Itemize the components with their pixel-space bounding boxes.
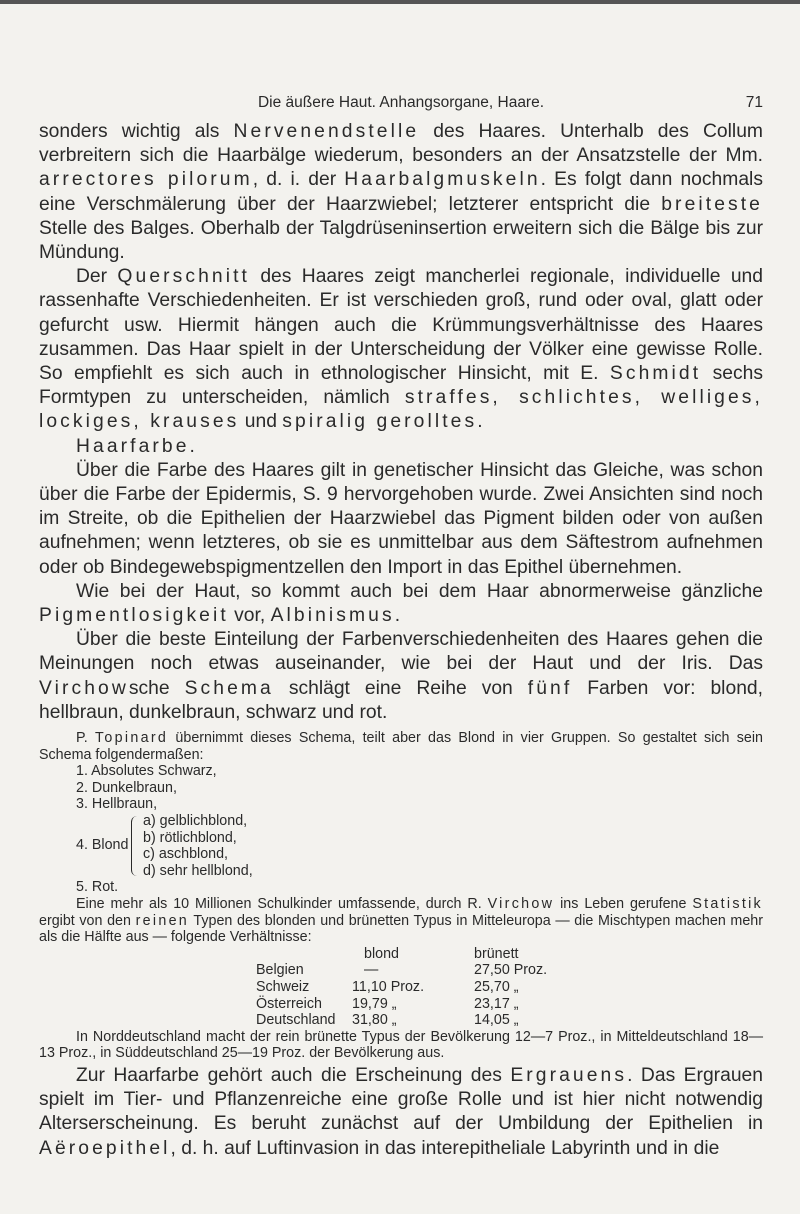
spaced-text: Virchow: [487, 896, 555, 913]
paragraph-small: [39, 896, 763, 946]
list-item: 4. Blond: [76, 837, 129, 854]
text-run: sonders wichtig als: [39, 121, 234, 142]
spaced-text: Virchow: [39, 677, 129, 699]
paragraph-small: [39, 730, 763, 763]
blond-cell: 31,80 „: [352, 1012, 397, 1029]
column-header-blond: blond: [364, 945, 399, 962]
spaced-text: Schema: [184, 677, 274, 699]
spaced-text: Nervenendstelle: [233, 121, 420, 142]
blond-cell: —: [364, 962, 379, 979]
text-run: Typen des blonden und brünetten Typus in Mitteleuropa — die Mischtypen machen mehr als die Hälfte aus — folgende Verhältnisse:: [39, 912, 763, 946]
spaced-text: Pigmentlosigkeit: [39, 605, 229, 627]
text-run: Stelle des Balges. Oberhalb der Talgdrüseninsertion erweitern sich die Bälge bis zur Mündung.: [39, 217, 763, 264]
table-row: [256, 1012, 547, 1029]
text-run: Über die Farbe des Haares gilt in genetischer Hinsicht das Gleiche, was schon über die Farbe der Epidermis, S. 9 hervorgehoben wurde. Zwei Ansichten sind noch im Streite, ob die Epithelien der Haarzwiebel das Pigment bilden oder von außen aufnehmen; wenn letzteres, ob sie es unmittelbar aus dem Säftestrom aufnehmen oder ob Bindegewebspigmentzellen den Import in das Epithel übernehmen.: [39, 459, 763, 578]
paragraph: [39, 580, 763, 628]
blond-group: [76, 813, 763, 879]
text-run: des Haares. Unterhalb des Collum verbreitern sich die Haarbälge wiederum, besonders an der Ansatzstelle der Mm.: [39, 121, 763, 167]
list-subitem: d) sehr hellblond,: [143, 862, 253, 879]
running-title: Die äußere Haut. Anhangsorgane, Haare.: [257, 94, 545, 111]
paragraph: [39, 1064, 763, 1161]
list-subitem: c) aschblond,: [143, 846, 229, 863]
blond-cell: 11,10 Proz.: [352, 979, 425, 995]
bruenett-cell: 14,05 „: [474, 1012, 519, 1029]
text-run: Über die beste Einteilung der Farbenverschiedenheiten des Haares gehen die Meinungen noch etwas auseinander, wie bei der Haut und der Iris. Das: [39, 629, 763, 675]
paragraph: [39, 459, 763, 580]
bruenett-cell: 27,50 Proz.: [474, 962, 548, 979]
text-run: des Haares zeigt mancherlei regionale, individuelle und rassenhafte Verschiedenheiten. Er ist verschieden groß, rund oder oval, glatt oder gefurcht usw. Hiermit hängen auch die Krümmungsverhältnisse des Haares zusammen. Das Haar spielt in der Unterscheidung der Völker eine gewisse Rolle. So empfiehlt es sich auch in ethnologischer Hinsicht, mit E.: [39, 266, 763, 385]
spaced-text: Topinard: [94, 730, 169, 747]
book-page: [39, 0, 763, 1161]
spaced-text: Haarbalgmuskeln: [344, 169, 541, 191]
text-run: P.: [76, 730, 95, 747]
text-run: , d. h. auf Luftinvasion in das interepitheliale Labyrinth und in die: [170, 1137, 720, 1159]
spaced-text: arrectores pilorum: [39, 169, 253, 191]
table-row: [256, 962, 547, 979]
blond-cell: 19,79 „: [352, 995, 397, 1012]
table-row: [256, 979, 547, 996]
running-header: [39, 94, 763, 114]
main-text: [39, 120, 763, 1161]
topinard-scheme: [76, 763, 763, 896]
paragraph: [39, 628, 763, 725]
text-run: In Norddeutschland macht der rein brünette Typus der Bevölkerung 12—7 Proz., in Mitteldeutschland 18—13 Proz., in Süddeutschland 25—19 Proz. der Bevölkerung aus.: [39, 1028, 763, 1062]
column-header-bruenett: brünett: [474, 945, 519, 962]
country-cell: Deutschland: [256, 1012, 336, 1029]
list-item: 3. Hellbraun,: [76, 796, 158, 813]
spaced-text: spiralig gerolltes: [282, 411, 478, 433]
text-run: .: [189, 435, 195, 457]
spaced-text: Statistik: [692, 896, 763, 913]
list-subitem: b) rötlichblond,: [143, 829, 237, 846]
text-run: ins Leben gerufene: [554, 896, 693, 913]
text-run: , d. i. der: [252, 169, 345, 191]
spaced-text: straffes, schlichtes, welliges, lockiges, krauses: [39, 387, 763, 433]
paragraph: [39, 120, 763, 265]
spaced-text: breiteste: [661, 193, 763, 215]
list-item: 1. Absolutes Schwarz,: [76, 763, 217, 780]
country-cell: Schweiz: [256, 979, 310, 995]
text-run: . Es folgt dann nochmals eine Verschmälerung über der Haarzwiebel; letzterer entspricht die: [39, 169, 763, 215]
text-run: sche: [128, 677, 185, 699]
text-run: und: [239, 411, 283, 433]
text-run: Eine mehr als 10 Millionen Schulkinder umfassende, durch R.: [76, 896, 488, 913]
table-row: [256, 996, 547, 1013]
list-subitem: a) gelblichblond,: [143, 813, 248, 830]
text-run: . Das Ergrauen spielt im Tier- und Pflanzenreiche eine große Rolle und ist hier nicht notwendig Alterserscheinung. Es beruht zunächst auf der Umbildung der Epithelien in: [39, 1064, 763, 1135]
text-run: Wie bei der Haut, so kommt auch bei dem Haar abnormerweise gänzliche: [76, 580, 763, 602]
text-run: .: [394, 605, 401, 627]
page-number: 71: [745, 94, 763, 111]
paragraph-small: [39, 1029, 763, 1062]
text-run: vor,: [228, 605, 271, 627]
table-header-row: [256, 946, 547, 963]
text-run: Zur Haarfarbe gehört auch die Erscheinung des: [76, 1064, 511, 1086]
text-run: Der: [76, 266, 118, 288]
text-run: ergibt von den: [39, 912, 136, 929]
spaced-text: Albinismus: [270, 605, 395, 627]
spaced-text: Aëroepithel: [39, 1137, 171, 1159]
spaced-text: fünf: [527, 677, 573, 699]
spaced-text: Schmidt: [609, 363, 702, 385]
bruenett-cell: 25,70 „: [474, 979, 519, 995]
text-run: Farben vor: blond, hellbraun, dunkelbraun, schwarz und rot.: [39, 677, 763, 723]
text-run: übernimmt dieses Schema, teilt aber das Blond in vier Gruppen. So gestaltet sich sein Schema folgendermaßen:: [39, 730, 763, 763]
country-cell: Belgien: [256, 962, 304, 979]
brace-icon: [131, 816, 138, 876]
spaced-text: Querschnitt: [117, 266, 250, 288]
text-run: sechs Formtypen zu unterscheiden, nämlich: [39, 363, 763, 409]
paragraph: [39, 265, 763, 434]
bruenett-cell: 23,17 „: [474, 995, 519, 1012]
country-cell: Österreich: [256, 995, 322, 1012]
list-item: 2. Dunkelbraun,: [76, 779, 177, 796]
text-run: .: [477, 411, 483, 433]
statistics-table: [256, 946, 547, 1029]
list-item: 5. Rot.: [76, 879, 119, 896]
spaced-text: reinen: [135, 912, 190, 929]
text-run: schlägt eine Reihe von: [273, 677, 528, 699]
spaced-text: Haarfarbe: [76, 435, 190, 457]
spaced-text: Ergrauens: [510, 1064, 628, 1086]
section-heading: [39, 435, 763, 459]
